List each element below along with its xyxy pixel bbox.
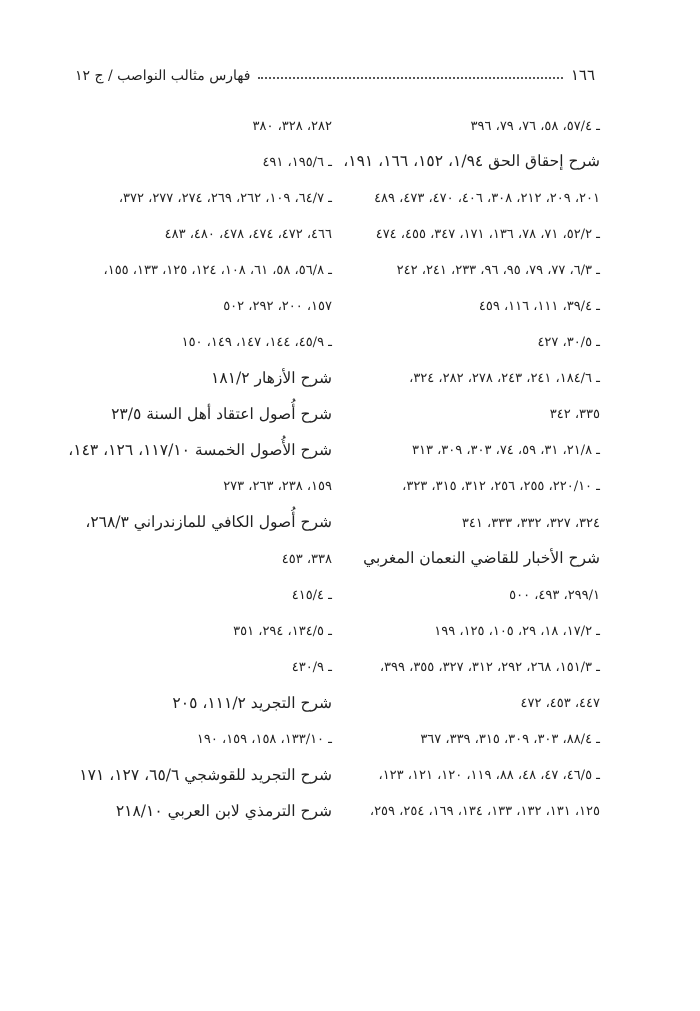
right-column-entry: ٣٣٥، ٣٤٢ [549, 407, 600, 423]
left-column-entry: ـ ٤١٥/٤ [291, 587, 332, 603]
right-column-entry: ـ ٥٢/٢، ٧١، ٧٨، ١٣٦، ١٧١، ٣٤٧، ٤٥٥، ٤٧٤ [375, 226, 600, 242]
left-column-entry: ١٥٧، ٢٠٠، ٢٩٢، ٥٠٢ [223, 299, 332, 315]
left-column-entry: شرح أُصول اعتقاد أهل السنة ٢٣/٥ [111, 405, 332, 424]
right-column-entry: ـ ١٥١/٣، ٢٦٨، ٢٩٢، ٣١٢، ٣٢٧، ٣٥٥، ٣٩٩، [379, 659, 600, 675]
page-number: ١٦٦ [570, 66, 595, 84]
left-column-entry: شرح التجريد ١١١/٢، ٢٠٥ [172, 693, 332, 712]
right-column-entry: ـ ٢٢٠/١٠، ٢٥٥، ٢٥٦، ٣١٢، ٣١٥، ٣٢٣، [402, 479, 600, 495]
left-column-entry: ٢٨٢، ٣٢٨، ٣٨٠ [252, 118, 332, 134]
left-column-entry: شرح أُصول الكافي للمازندراني ٢٦٨/٣، [85, 513, 332, 532]
right-column-entry: ـ ٤٦/٥، ٤٧، ٤٨، ٨٨، ١١٩، ١٢٠، ١٢١، ١٢٣، [378, 768, 600, 784]
right-column-entry: ١٢٥، ١٣١، ١٣٢، ١٣٣، ١٣٤، ١٦٩، ٢٥٤، ٢٥٩، [369, 804, 600, 820]
right-column-entry: ٣٢٤، ٣٢٧، ٣٣٢، ٣٣٣، ٣٤١ [461, 515, 600, 531]
left-column-entry: ١٥٩، ٢٣٨، ٢٦٣، ٢٧٣ [223, 479, 332, 495]
header-leader-dots [258, 76, 562, 79]
right-column-entry: ـ ٣٠/٥، ٤٢٧ [537, 335, 600, 351]
right-column-entry: شرح الأخبار للقاضي النعمان المغربي [363, 549, 600, 568]
right-column-entry: ـ ٦/٣، ٧٧، ٧٩، ٩٥، ٩٦، ٢٣٣، ٢٤١، ٢٤٢ [396, 262, 600, 278]
right-column-entry: ـ ٨٨/٤، ٣٠٣، ٣٠٩، ٣١٥، ٣٣٩، ٣٦٧ [420, 732, 600, 748]
left-column-entry: ـ ٤٣٠/٩ [291, 659, 332, 675]
right-column-entry: ٢٩٩/١، ٤٩٣، ٥٠٠ [509, 587, 600, 603]
right-column-entry: ـ ٥٧/٤، ٥٨، ٧٦، ٧٩، ٣٩٦ [470, 118, 600, 134]
running-title: فهارس مثالب النواصب / ج ١٢ [75, 68, 251, 84]
index-entries [70, 108, 600, 830]
left-column-entry: ـ ١٣٣/١٠، ١٥٨، ١٥٩، ١٩٠ [196, 732, 332, 748]
left-column-entry: ـ ٤٥/٩، ١٤٤، ١٤٧، ١٤٩، ١٥٠ [181, 335, 332, 351]
left-column-entry: شرح الأزهار ١٨١/٢ [211, 368, 332, 387]
left-column-entry: ٤٦٦، ٤٧٢، ٤٧٤، ٤٧٨، ٤٨٠، ٤٨٣ [164, 226, 332, 242]
left-column-entry: ٣٣٨، ٤٥٣ [281, 551, 332, 567]
right-column-entry: ٤٤٧، ٤٥٣، ٤٧٢ [520, 696, 600, 712]
left-column-entry: شرح الأُصول الخمسة ١١٧/١٠، ١٢٦، ١٤٣، [68, 441, 332, 460]
right-column-entry: ـ ١٧/٢، ١٨، ٢٩، ١٠٥، ١٢٥، ١٩٩ [434, 623, 600, 639]
right-column-entry: ـ ٢١/٨، ٣١، ٥٩، ٧٤، ٣٠٣، ٣٠٩، ٣١٣ [411, 443, 600, 459]
right-column-entry: ـ ١٨٤/٦، ٢٤١، ٢٤٣، ٢٧٨، ٢٨٢، ٣٢٤، [409, 371, 600, 387]
left-column-entry: شرح الترمذي لابن العربي ٢١٨/١٠ [115, 802, 332, 821]
left-column-entry: ـ ٥٦/٨، ٥٨، ٦١، ١٠٨، ١٢٤، ١٢٥، ١٣٣، ١٥٥، [103, 262, 332, 278]
left-column-entry: ـ ١٣٤/٥، ٢٩٤، ٣٥١ [233, 623, 332, 639]
right-column-entry: ٢٠١، ٢٠٩، ٢١٢، ٣٠٨، ٤٠٦، ٤٧٠، ٤٧٣، ٤٨٩ [374, 190, 600, 206]
left-column-entry: ـ ٦٤/٧، ١٠٩، ٢٦٢، ٢٦٩، ٢٧٤، ٢٧٧، ٣٧٢، [118, 190, 332, 206]
right-column-entry: شرح إحقاق الحق ١/٩٤، ١٥٢، ١٦٦، ١٩١، [343, 152, 600, 171]
left-column-entry: شرح التجريد للقوشجي ٦٥/٦، ١٢٧، ١٧١ [79, 765, 332, 784]
running-header [75, 58, 595, 84]
left-column-entry: ـ ١٩٥/٦، ٤٩١ [262, 154, 332, 170]
right-column-entry: ـ ٣٩/٤، ١١١، ١١٦، ٤٥٩ [478, 299, 600, 315]
